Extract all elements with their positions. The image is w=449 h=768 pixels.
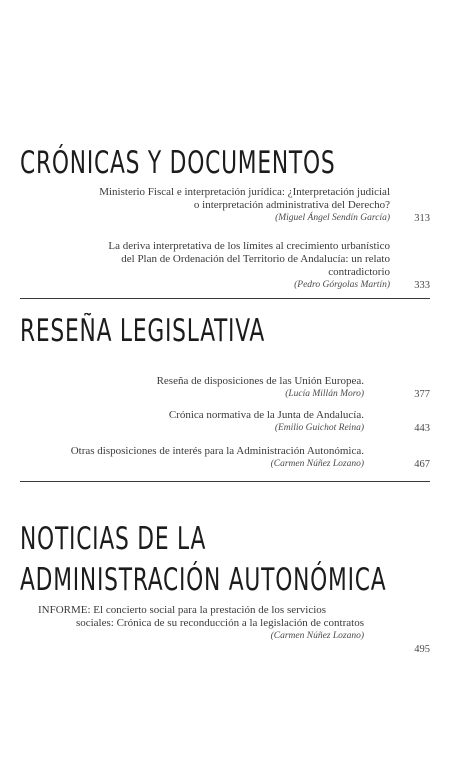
entry-title-line: La deriva interpretativa de los límites al crecimiento urbanístico bbox=[108, 240, 390, 252]
entry-title-line: Otras disposiciones de interés para la Administración Autonómica. bbox=[70, 445, 364, 457]
toc-entry bbox=[38, 604, 364, 643]
section-title-cronicas bbox=[20, 145, 336, 181]
entry-author: (Lucía Millán Moro) bbox=[285, 389, 364, 399]
entry-page-number: 313 bbox=[414, 213, 430, 224]
toc-page-number-wrap bbox=[395, 458, 430, 471]
section-title-resena bbox=[20, 313, 266, 349]
section-title-text-line2: ADMINISTRACIÓN AUTONÓMICA bbox=[20, 562, 387, 598]
section-divider bbox=[20, 481, 430, 482]
entry-title-line: contradictorio bbox=[328, 266, 390, 278]
entry-page-number: 467 bbox=[414, 459, 430, 470]
toc-page-number-wrap bbox=[395, 388, 430, 401]
entry-title-line: Reseña de disposiciones de las Unión Europea. bbox=[156, 375, 364, 387]
section-title-text: RESEÑA LEGISLATIVA bbox=[20, 313, 266, 349]
entry-author: (Carmen Núñez Lozano) bbox=[270, 631, 364, 641]
entry-title-line: sociales: Crónica de su reconducción a la legislación de contratos bbox=[75, 617, 364, 629]
section-title-noticias bbox=[20, 521, 387, 598]
entry-page-number: 333 bbox=[414, 280, 430, 291]
toc-entry bbox=[20, 445, 364, 471]
entry-page-number: 495 bbox=[414, 644, 430, 655]
entry-page-number: 377 bbox=[414, 389, 430, 400]
entry-title-line: Ministerio Fiscal e interpretación jurídica: ¿Interpretación judicial bbox=[99, 186, 390, 198]
entry-title-line: INFORME: El concierto social para la prestación de los servicios bbox=[38, 604, 327, 616]
toc-page-number-wrap bbox=[395, 643, 430, 656]
toc-entry bbox=[38, 375, 364, 401]
entry-author: (Miguel Ángel Sendín García) bbox=[275, 213, 390, 223]
toc-page-number-wrap bbox=[395, 212, 430, 225]
section-divider bbox=[20, 298, 430, 299]
entry-author: (Pedro Górgolas Martín) bbox=[294, 280, 390, 290]
entry-title-line: Crónica normativa de la Junta de Andalucía. bbox=[168, 409, 364, 421]
entry-page-number: 443 bbox=[414, 423, 430, 434]
toc-entry bbox=[38, 186, 390, 225]
entry-author: (Carmen Núñez Lozano) bbox=[270, 459, 364, 469]
toc-entry bbox=[38, 409, 364, 435]
entry-author: (Emilio Guichot Reina) bbox=[274, 423, 364, 433]
toc-page-number-wrap bbox=[395, 422, 430, 435]
section-title-text-line1: NOTICIAS DE LA bbox=[20, 521, 207, 557]
entry-title-line: o interpretación administrativa del Derecho? bbox=[193, 199, 390, 211]
section-title-text: CRÓNICAS Y DOCUMENTOS bbox=[20, 145, 336, 181]
entry-title-line: del Plan de Ordenación del Territorio de Andalucía: un relato bbox=[121, 253, 390, 265]
toc-page-number-wrap bbox=[395, 279, 430, 292]
toc-entry bbox=[38, 240, 390, 292]
